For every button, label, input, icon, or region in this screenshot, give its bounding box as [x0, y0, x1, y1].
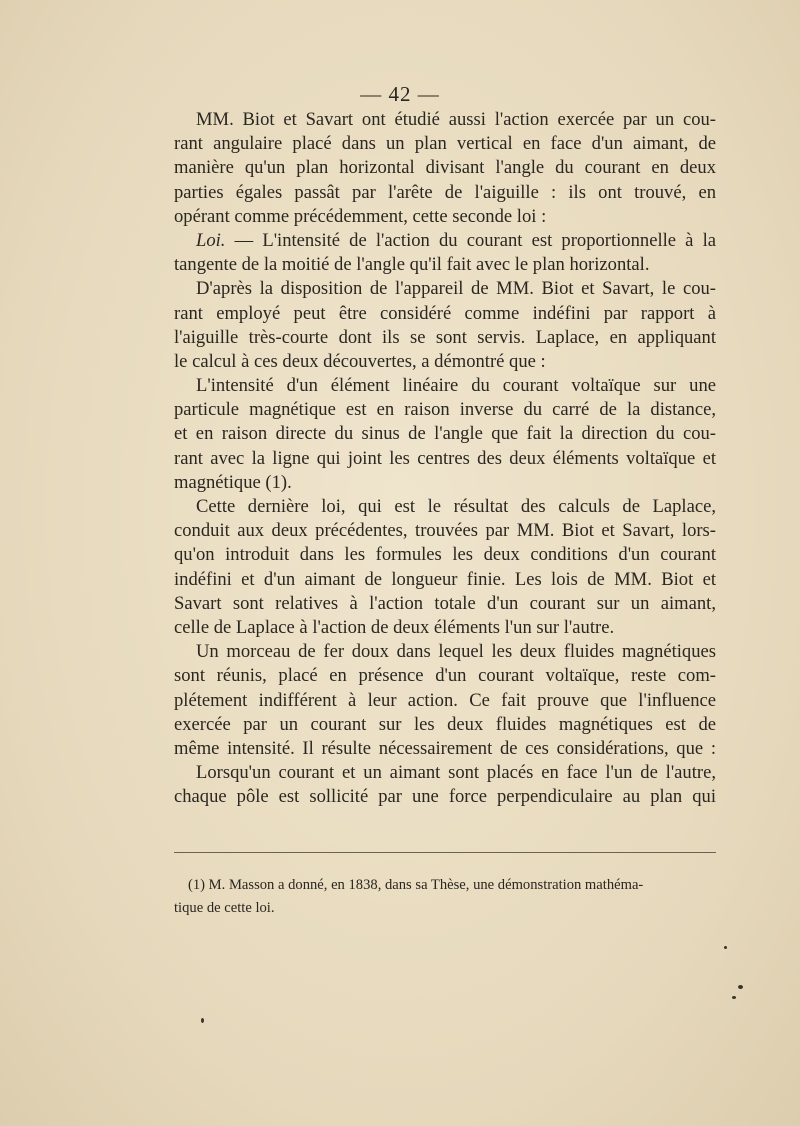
text-line: parties égales passât par l'arête de l'aiguille : ils ont trouvé, en	[174, 181, 716, 203]
paper-speck	[201, 1018, 204, 1023]
paper-speck	[732, 996, 736, 999]
text-line: opérant comme précédemment, cette seconde loi :	[174, 205, 547, 227]
footnote-line: tique de cette loi.	[174, 900, 275, 916]
text-line: sont réunis, placé en présence d'un courant voltaïque, reste com-	[174, 665, 716, 687]
text-line: même intensité. Il résulte nécessairement de ces considérations, que :	[174, 737, 716, 759]
text-line: L'intensité d'un élément linéaire du courant voltaïque sur une	[196, 375, 716, 397]
paper-speck	[724, 946, 727, 949]
text-line: le calcul à ces deux découvertes, a démontré que :	[174, 350, 546, 372]
paper-speck	[738, 985, 743, 989]
text-line: exercée par un courant sur les deux fluides magnétiques est de	[174, 713, 716, 735]
text-line: rant avec la ligne qui joint les centres des deux éléments voltaïque et	[174, 447, 716, 469]
text-line: Savart sont relatives à l'action totale d'un courant sur un aimant,	[174, 592, 716, 614]
text-line: chaque pôle est sollicité par une force perpendiculaire au plan qui	[174, 786, 716, 808]
text-line: indéfini et d'un aimant de longueur finie. Les lois de MM. Biot et	[174, 568, 716, 590]
text-line: et en raison directe du sinus de l'angle que fait la direction du cou-	[174, 423, 716, 445]
body-text	[174, 108, 716, 809]
text-line: Lorsqu'un courant et un aimant sont placés en face l'un de l'autre,	[196, 762, 716, 784]
text-line: D'après la disposition de l'appareil de MM. Biot et Savart, le cou-	[196, 278, 716, 300]
text-line: particule magnétique est en raison inverse du carré de la distance,	[174, 399, 716, 421]
text-line: conduit aux deux précédentes, trouvées par MM. Biot et Savart, lors-	[174, 520, 716, 542]
text-line: plétement indifférent à leur action. Ce fait prouve que l'influence	[174, 689, 716, 711]
text-line: magnétique (1).	[174, 471, 292, 493]
text-line: rant employé peut être considéré comme indéfini par rapport à	[174, 302, 716, 324]
text-line: Cette dernière loi, qui est le résultat des calculs de Laplace,	[196, 496, 716, 517]
law-label: Loi.	[196, 229, 226, 251]
text-line: rant angulaire placé dans un plan vertical en face d'un aimant, de	[174, 133, 716, 155]
text-line: MM. Biot et Savart ont étudié aussi l'action exercée par un cou-	[196, 109, 716, 130]
page-number: — 42 —	[360, 82, 440, 106]
text-line: qu'on introduit dans les formules les deux conditions d'un courant	[174, 544, 716, 566]
text-line: celle de Laplace à l'action de deux éléments l'un sur l'autre.	[174, 616, 615, 638]
text-line: manière qu'un plan horizontal divisant l'angle du courant en deux	[174, 157, 716, 179]
footnote-line: (1) M. Masson a donné, en 1838, dans sa Thèse, une démonstration mathéma-	[188, 877, 644, 893]
text-line: l'aiguille très-courte dont ils se sont servis. Laplace, en appliquant	[174, 326, 716, 348]
text-line: Un morceau de fer doux dans lequel les deux fluides magnétiques	[196, 641, 716, 663]
text-line: Loi. — L'intensité de l'action du courant est proportionnelle à la	[196, 229, 716, 251]
footnote	[174, 874, 716, 920]
text-line: tangente de la moitié de l'angle qu'il fait avec le plan horizontal.	[174, 254, 650, 276]
footnote-rule	[174, 852, 716, 853]
